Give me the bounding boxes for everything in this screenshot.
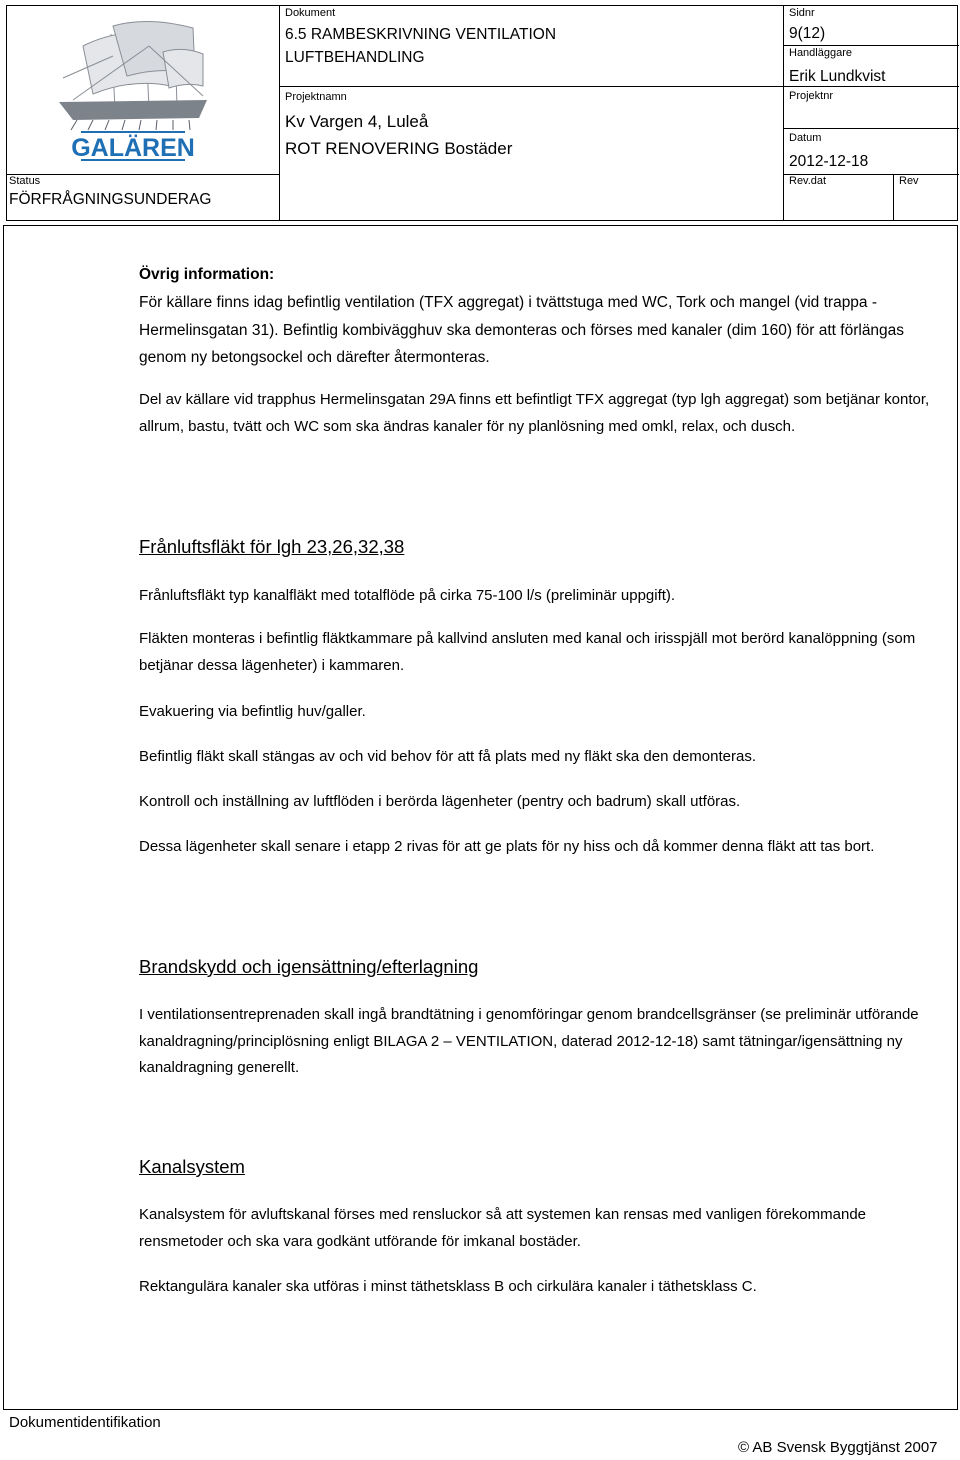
franluft-paragraph-6: Dessa lägenheter skall senare i etapp 2 rivas för att ge plats för ny hiss och då kommer denna fläkt att tas bort. [139, 838, 875, 855]
ovrig-paragraph: För källare finns idag befintlig ventilation (TFX aggregat) i tvättstuga med WC, Tork och mangel (vid trappa - Hermelinsgatan 31). Befintlig kombivägghuv ska demonteras och förses med kanaler (dim 160) för att förlängas genom ny betongsockel och därefter återmonteras. [139, 294, 905, 366]
header-divider [279, 86, 783, 87]
rev-label: Rev [899, 175, 919, 187]
dokument-label: Dokument [285, 7, 336, 19]
franluft-paragraph-3: Evakuering via befintlig huv/galler. [139, 703, 366, 720]
datum-label: Datum [789, 132, 822, 144]
document-header [6, 5, 958, 221]
del-paragraph: Del av källare vid trapphus Hermelinsgatan 29A finns ett befintligt TFX aggregat (typ lgh aggregat) som betjänar kontor, allrum, bastu, tvätt och WC som ska ändras kanaler för ny planlösning med omkl, relax, och dusch. [139, 391, 930, 435]
projektnamn-line1: Kv Vargen 4, Luleå [285, 112, 429, 131]
franluft-paragraph-1: Frånluftsfläkt typ kanalfläkt med totalflöde på cirka 75-100 l/s (preliminär uppgift). [139, 587, 676, 604]
header-divider [783, 45, 959, 46]
header-divider [783, 86, 959, 87]
dokument-title-line1: 6.5 RAMBESKRIVNING VENTILATION [285, 26, 557, 43]
dokument-title-line2: LUFTBEHANDLING [285, 49, 425, 66]
ovrig-heading: Övrig information: [139, 266, 275, 283]
header-divider [7, 174, 279, 175]
projektnamn-label: Projektnamn [285, 91, 347, 103]
handlaggare-label: Handläggare [789, 47, 852, 59]
sidnr-value: 9(12) [789, 25, 826, 42]
projektnr-label: Projektnr [789, 90, 834, 102]
kanal-paragraph-1: Kanalsystem för avluftskanal förses med rensluckor så att systemen kan rensas med vanligen förekommande rensmetoder och ska vara godkänt utförande för imkanal bostäder. [139, 1206, 867, 1250]
franluft-paragraph-5: Kontroll och inställning av luftflöden i berörda lägenheter (pentry och badrum) skall utföras. [139, 793, 741, 810]
status-value: FÖRFRÅGNINGSUNDERAG [9, 191, 212, 208]
brand-heading: Brandskydd och igensättning/efterlagning [139, 956, 479, 977]
header-divider [279, 6, 280, 220]
logo-wordmark: GALÄREN [71, 134, 195, 162]
galaren-ship-logo [53, 16, 213, 166]
doc-id-label: Dokumentidentifikation [9, 1414, 161, 1431]
sidnr-label: Sidnr [789, 7, 815, 19]
header-divider [783, 128, 959, 129]
projektnamn-line2: ROT RENOVERING Bostäder [285, 139, 513, 158]
franluft-heading: Frånluftsfläkt för lgh 23,26,32,38 [139, 536, 405, 557]
franluft-paragraph-4: Befintlig fläkt skall stängas av och vid behov för att få plats med ny fläkt ska den demonteras. [139, 748, 756, 765]
handlaggare-value: Erik Lundkvist [789, 68, 886, 85]
copyright-text: © AB Svensk Byggtjänst 2007 [738, 1439, 938, 1456]
brand-paragraph: I ventilationsentreprenaden skall ingå brandtätning i genomföringar genom brandcellsgränser (se preliminär utförande kanaldragning/principlösning enligt BILAGA 2 – VENTILATION, daterad 2012-12-18) samt tätningar/igensättning ny kanaldragning generellt. [139, 1006, 919, 1076]
header-divider [783, 6, 784, 220]
datum-value: 2012-12-18 [789, 153, 869, 170]
kanal-paragraph-2: Rektangulära kanaler ska utföras i minst täthetsklass B och cirkulära kanaler i täthetsklass C. [139, 1278, 757, 1295]
franluft-paragraph-2: Fläkten monteras i befintlig fläktkammare på kallvind ansluten med kanal och irisspjäll mot berörd kanalöppning (som betjänar dessa lägenheter) i kammaren. [139, 630, 916, 674]
status-label: Status [9, 175, 41, 187]
kanal-heading: Kanalsystem [139, 1156, 245, 1177]
revdat-label: Rev.dat [789, 175, 827, 187]
header-divider [893, 174, 894, 220]
